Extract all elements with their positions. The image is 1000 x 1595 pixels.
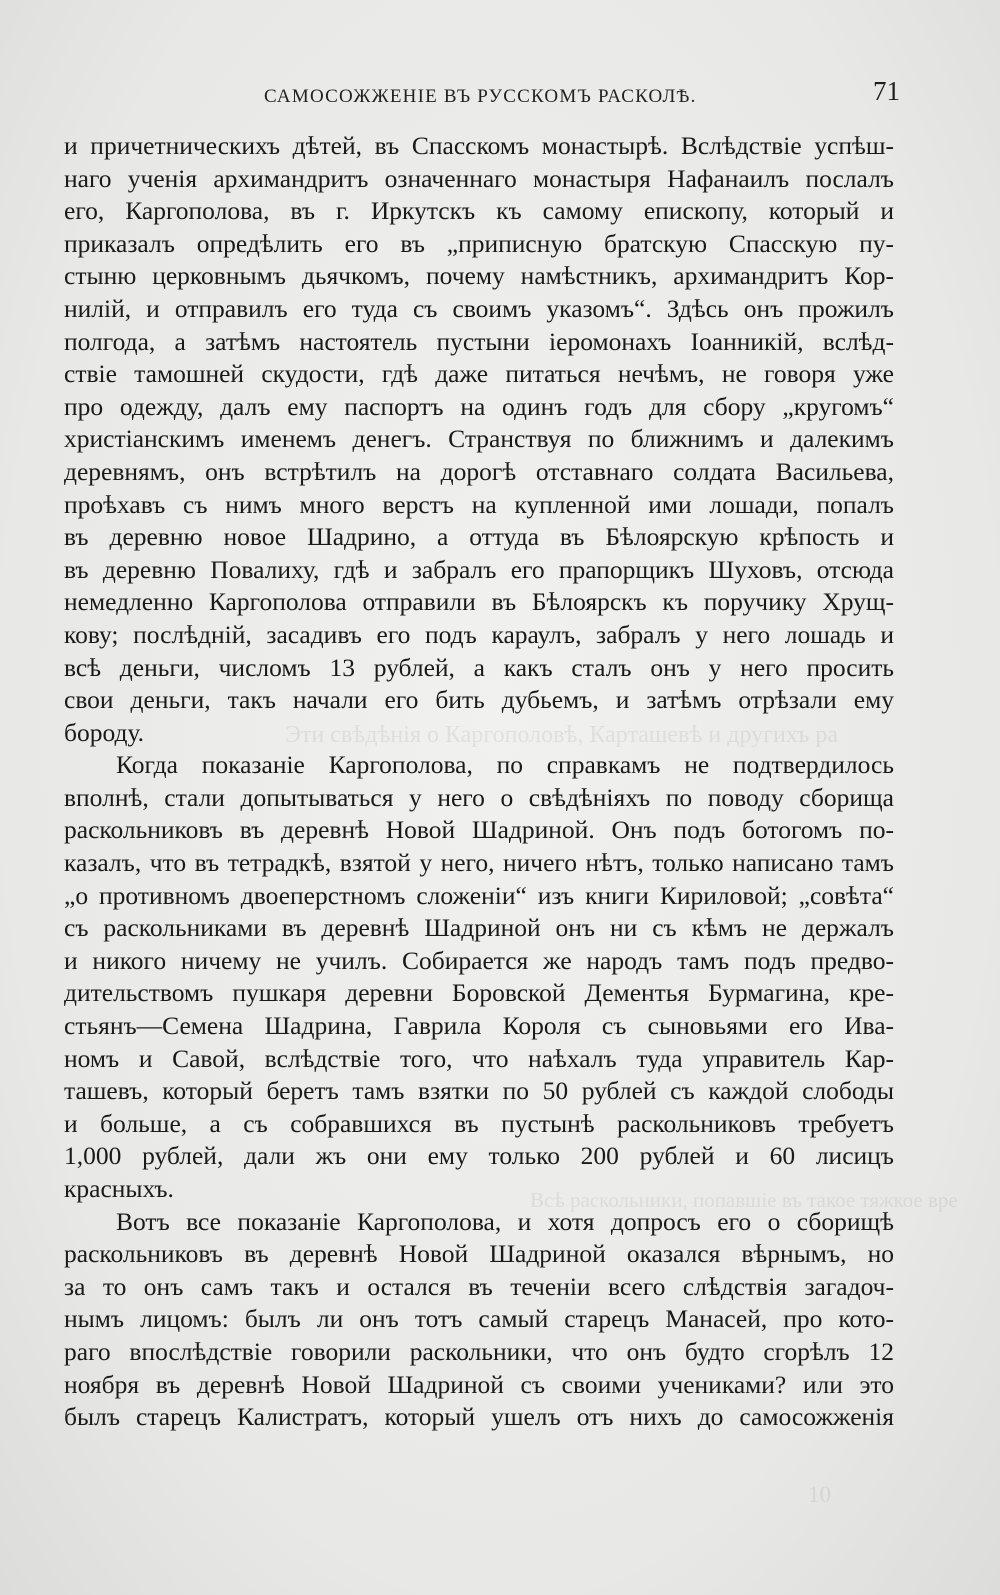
bleed-through-mark: 10 [808, 1482, 831, 1507]
paragraph-end-line: бороду. [64, 717, 145, 747]
bleed-through-text-2: Всѣ раскольники, попавшіе въ такое тяжкое вре [530, 1188, 958, 1212]
text-line: раскольниковъ въ деревнѣ Новой Шадриной. Онъ подъ ботогомъ по- [64, 815, 894, 845]
paragraph-start-line: Вотъ все показаніе Каргополова, и хотя допросъ его о сборищѣ [116, 1206, 894, 1236]
text-line: „о противномъ двоеперстномъ сложеніи“ изъ книги Кириловой; „совѣта“ [64, 880, 894, 910]
bleed-through-text-1: Эти свѣдѣнія о Каргополовѣ, Карташевѣ и другихъ ра [285, 722, 838, 748]
text-line: раскольниковъ въ деревнѣ Новой Шадриной оказался вѣрнымъ, но [64, 1239, 894, 1269]
text-line: дительствомъ пушкаря деревни Боровской Дементья Бурмагина, кре- [64, 978, 894, 1008]
text-line: ствіе тамошней скудости, гдѣ даже питаться нечѣмъ, не говоря уже [64, 359, 894, 389]
text-line: съ раскольниками въ деревнѣ Шадриной онъ ни съ кѣмъ не держалъ [64, 913, 894, 943]
text-line: полгода, а затѣмъ настоятель пустыни іеромонахъ Іоанникій, вслѣд- [64, 326, 894, 356]
text-line: казалъ, что въ тетрадкѣ, взятой у него, ничего нѣтъ, только написано тамъ [64, 848, 894, 878]
text-line: и причетническихъ дѣтей, въ Спасскомъ монастырѣ. Вслѣдствіе успѣш- [64, 131, 894, 160]
running-head: САМОСОЖЖЕНІЕ ВЪ РУССКОМЪ РАСКОЛѢ. [264, 86, 697, 107]
text-line: приказалъ опредѣлить его въ „приписную братскую Спасскую пу- [64, 228, 894, 258]
text-line: вполнѣ, стали допытываться у него о свѣдѣніяхъ по поводу сборища [64, 782, 894, 812]
text-line: 1,000 рублей, дали жъ они ему только 200 рублей и 60 лисицъ [64, 1141, 894, 1171]
text-line: его, Каргополова, въ г. Иркутскъ къ самому епископу, который и [64, 196, 894, 226]
paragraph-end-line: красныхъ. [64, 1174, 174, 1203]
text-line: проѣхавъ съ нимъ много верстъ на купленной ими лошади, попалъ [64, 489, 894, 519]
text-line: деревнямъ, онъ встрѣтилъ на дорогѣ отставнаго солдата Васильева, [64, 456, 894, 486]
text-line: наго ученія архимандритъ означеннаго монастыря Нафанаилъ послалъ [64, 163, 894, 193]
text-line: номъ и Савой, вслѣдствіе того, что наѣхалъ туда управитель Кар- [64, 1043, 894, 1073]
page-number: 71 [873, 76, 900, 106]
body-text [64, 130, 894, 1434]
text-line: и больше, а съ собравшихся въ пустынѣ раскольниковъ требуетъ [64, 1108, 894, 1138]
text-line: про одежду, далъ ему паспортъ на одинъ годъ для сбору „кругомъ“ [64, 391, 894, 421]
text-line: въ деревню новое Шадрино, а оттуда въ Бѣлоярскую крѣпость и [64, 522, 894, 552]
text-line: и никого ничему не училъ. Собирается же народъ тамъ подъ предво- [64, 945, 894, 975]
text-line: кову; послѣдній, засадивъ его подъ караулъ, забралъ у него лошадь и [64, 619, 894, 649]
text-line: свои деньги, такъ начали его бить дубьемъ, и затѣмъ отрѣзали ему [64, 685, 894, 715]
text-line: въ деревню Повалиху, гдѣ и забралъ его прапорщикъ Шуховъ, отсюда [64, 554, 894, 584]
text-line: нилій, и отправилъ его туда съ своимъ указомъ“. Здѣсь онъ прожилъ [64, 293, 894, 323]
text-line: ташевъ, который беретъ тамъ взятки по 50 рублей съ каждой слободы [64, 1076, 894, 1106]
text-line: ноября въ деревнѣ Новой Шадриной съ своими учениками? или это [64, 1369, 894, 1399]
text-line: стьянъ—Семена Шадрина, Гаврила Короля съ сыновьями его Ива- [64, 1011, 894, 1041]
text-line: нымъ лицомъ: былъ ли онъ тотъ самый старецъ Манасей, про кото- [64, 1304, 894, 1334]
text-line: немедленно Каргополова отправили въ Бѣлоярскъ къ поручику Хрущ- [64, 587, 894, 617]
text-line: раго впослѣдствіе говорили раскольники, что онъ будто сгорѣлъ 12 [64, 1336, 894, 1366]
page-header [64, 74, 900, 114]
text-line: былъ старецъ Калистратъ, который ушелъ отъ нихъ до самосожженія [64, 1402, 894, 1432]
text-line: всѣ деньги, числомъ 13 рублей, а какъ сталъ онъ у него просить [64, 652, 894, 682]
paragraph-start-line: Когда показаніе Каргополова, по справкамъ не подтвердилось [116, 750, 894, 780]
text-line: за то онъ самъ такъ и остался въ теченіи всего слѣдствія загадоч- [64, 1271, 894, 1301]
text-line: христіанскимъ именемъ денегъ. Странствуя по ближнимъ и далекимъ [64, 424, 894, 454]
text-line: стыню церковнымъ дьячкомъ, почему намѣстникъ, архимандритъ Кор- [64, 261, 894, 291]
